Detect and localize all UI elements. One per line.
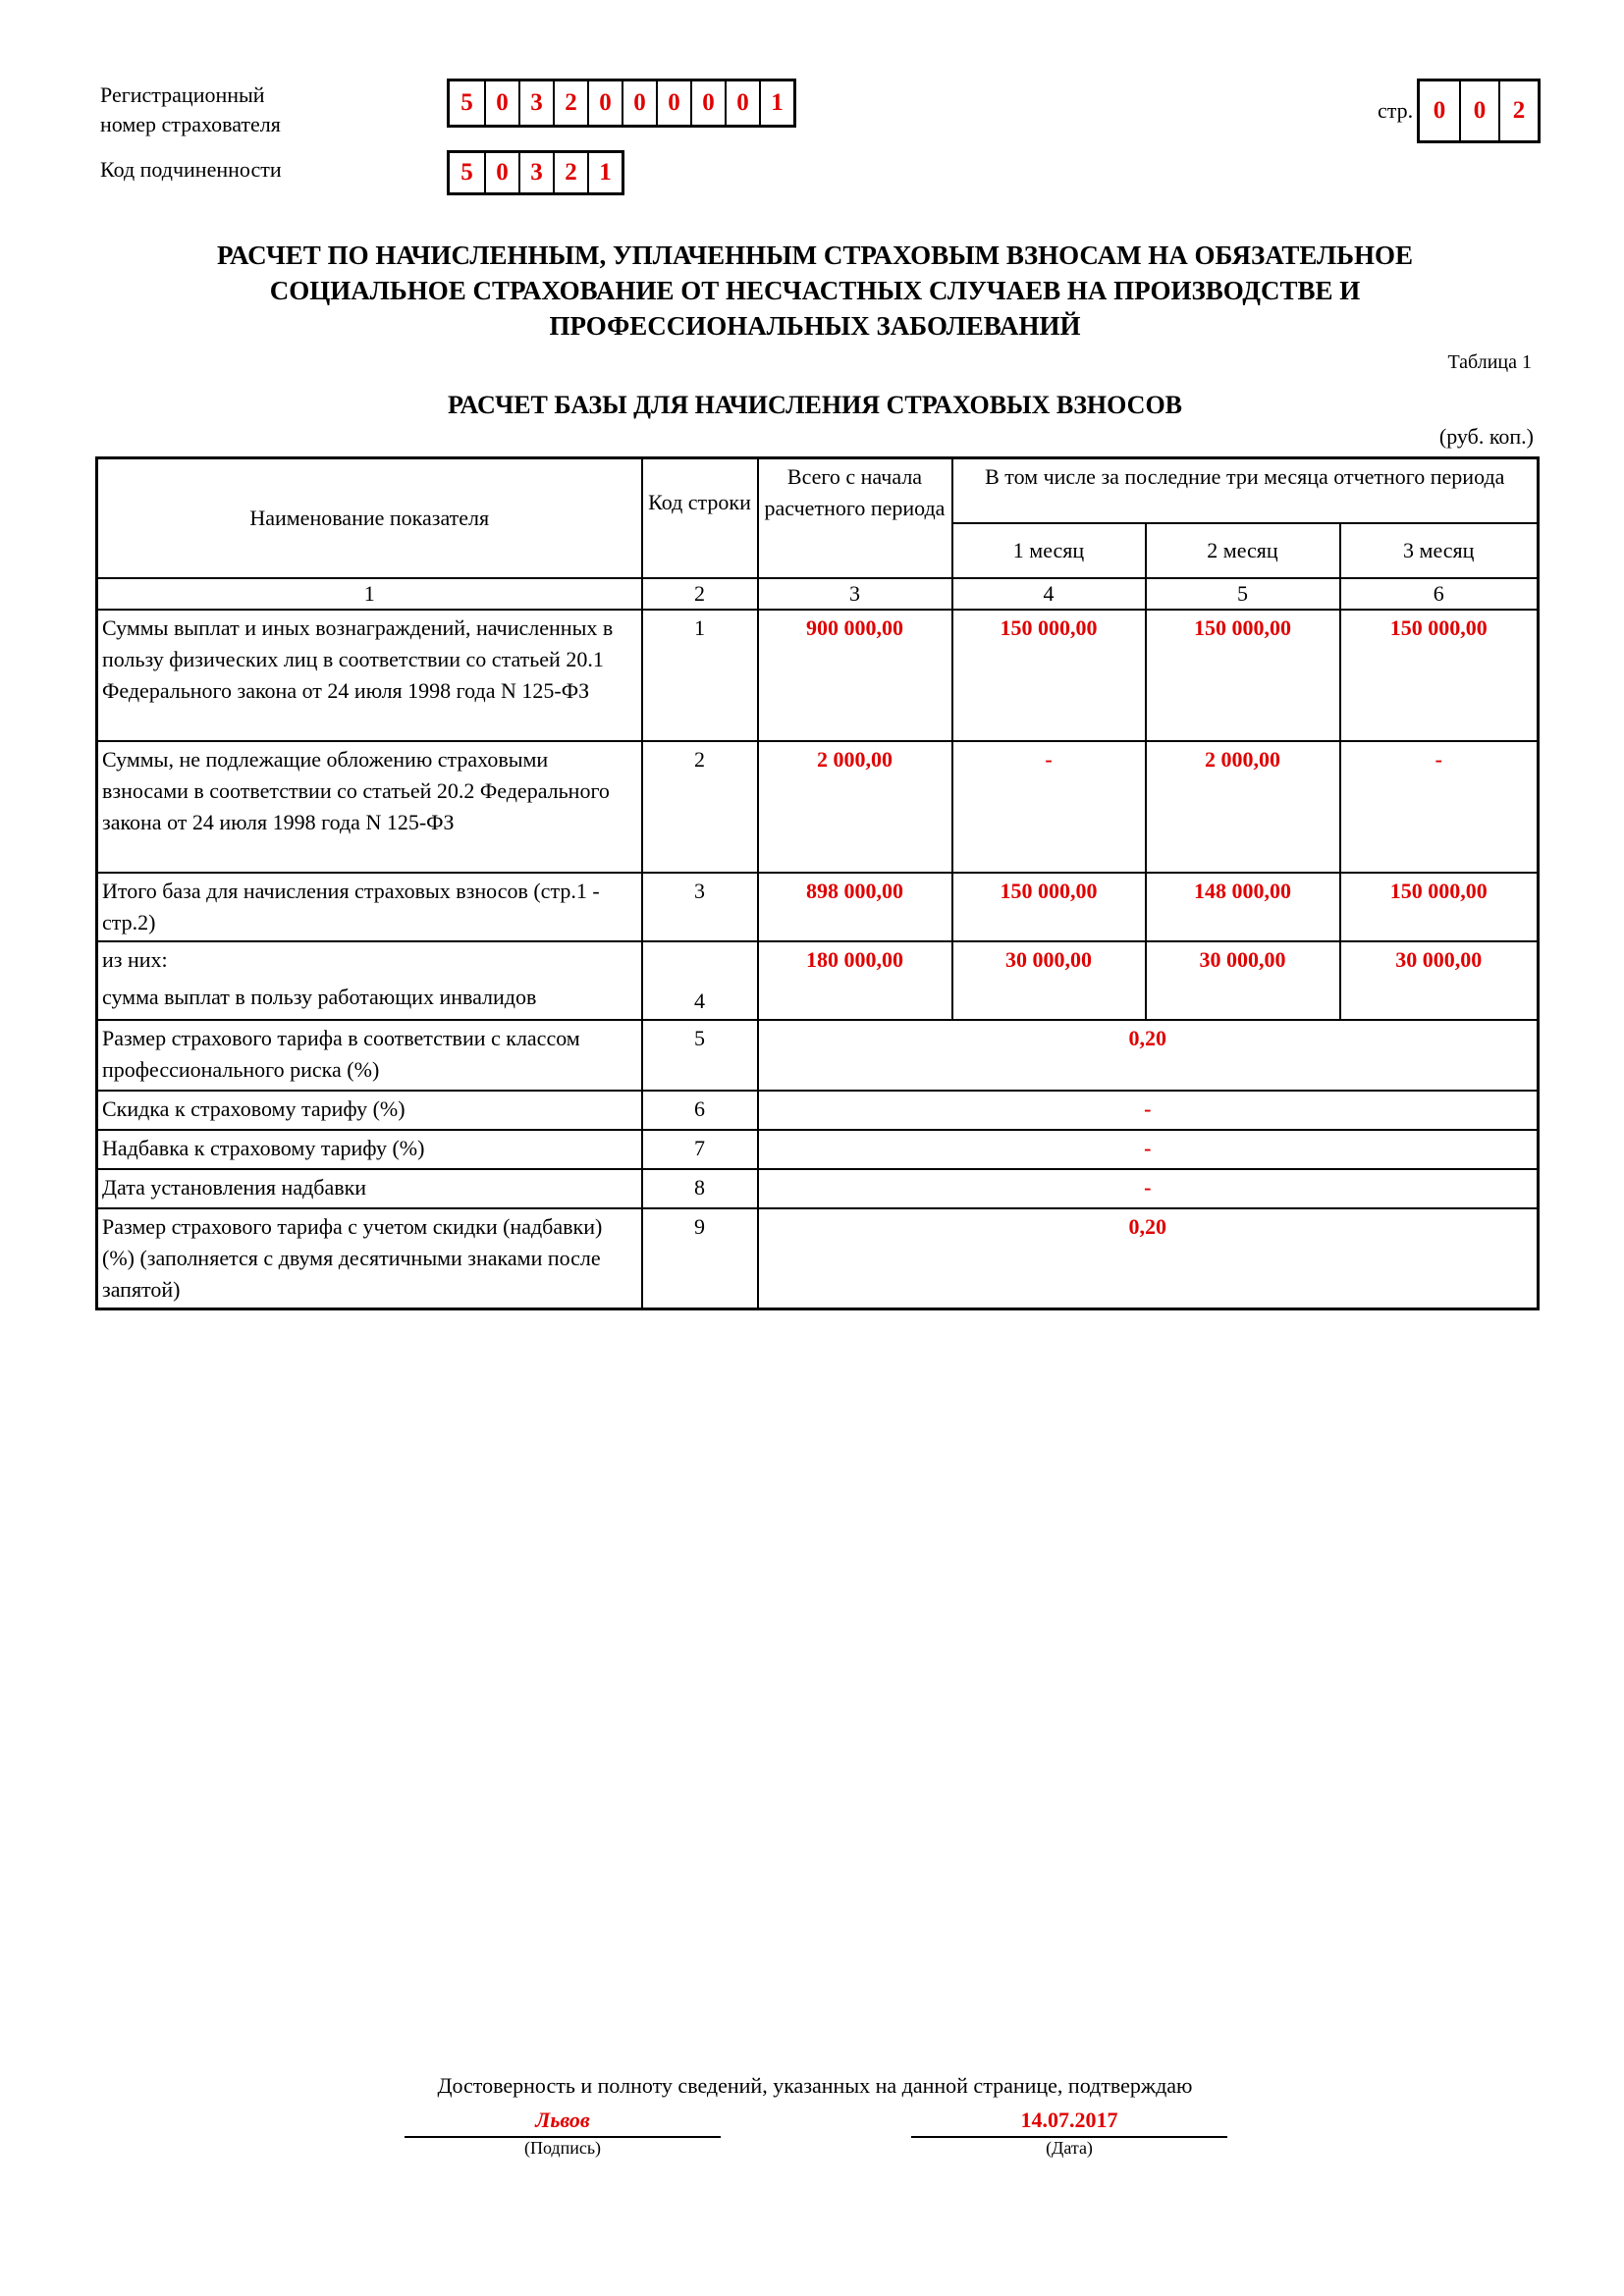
col-number: 5 [1146, 578, 1340, 610]
row-total[interactable]: 900 000,00 [758, 610, 952, 741]
col-number: 6 [1340, 578, 1539, 610]
row-name: Скидка к страховому тарифу (%) [97, 1091, 642, 1130]
row-code: 8 [642, 1169, 758, 1208]
row-total[interactable]: 898 000,00 [758, 873, 952, 941]
col-head-total: Всего с начала расчетного периода [758, 458, 952, 578]
row-name: Суммы, не подлежащие обложению страховыми взносами в соответствии со статьей 20.2 Федерального закона от 24 июля 1998 года N 125-ФЗ [97, 741, 642, 873]
col-head-code: Код строки [642, 458, 758, 578]
reg-digit: 0 [725, 81, 759, 125]
row-code: 6 [642, 1091, 758, 1130]
row-code: 3 [642, 873, 758, 941]
row-code: 1 [642, 610, 758, 741]
signature-caption: (Подпись) [523, 2138, 602, 2158]
row-month3[interactable]: 150 000,00 [1340, 610, 1539, 741]
reg-digit: 2 [553, 81, 587, 125]
row-month3[interactable]: 150 000,00 [1340, 873, 1539, 941]
col-head-m2: 2 месяц [1146, 523, 1340, 578]
sub-digit: 2 [553, 153, 587, 192]
form-title: РАСЧЕТ ПО НАЧИСЛЕННЫМ, УПЛАЧЕННЫМ СТРАХОВЫМ ВЗНОСАМ НА ОБЯЗАТЕЛЬНОЕ СОЦИАЛЬНОЕ СТРАХОВАНИЕ ОТ НЕСЧАСТНЫХ СЛУЧАЕВ НА ПРОИЗВОДСТВЕ И ПРОФЕССИОНАЛЬНЫХ ЗАБОЛЕВАНИЙ [216, 240, 1414, 341]
page-digit: 0 [1433, 97, 1446, 124]
date-block [911, 2101, 1227, 2159]
col-head-months: В том числе за последние три месяца отчетного периода [952, 458, 1539, 523]
row-month2[interactable]: 150 000,00 [1146, 610, 1340, 741]
col-number: 3 [758, 578, 952, 610]
reg-digit: 1 [759, 81, 793, 125]
base-calculation-table [95, 456, 1540, 1310]
date-caption: (Дата) [1046, 2138, 1093, 2158]
sub-digit: 0 [484, 153, 518, 192]
sub-digit: 3 [518, 153, 553, 192]
signature-field[interactable]: Львов [405, 2101, 721, 2138]
table-row [97, 741, 1539, 873]
row-month1[interactable]: 150 000,00 [952, 610, 1146, 741]
row-name: Надбавка к страховому тарифу (%) [97, 1130, 642, 1169]
row-month1[interactable]: - [952, 741, 1146, 873]
row-total[interactable]: 2 000,00 [758, 741, 952, 873]
page-number-cells[interactable] [1417, 79, 1541, 143]
row-month3[interactable]: - [1340, 741, 1539, 873]
row-value[interactable]: 0,20 [758, 1208, 1539, 1309]
subordination-cells[interactable] [447, 150, 624, 195]
row-code: 7 [642, 1130, 758, 1169]
confirmation-text: Достоверность и полноту сведений, указанных на данной странице, подтверждаю [437, 2073, 1193, 2098]
table-row [97, 873, 1539, 941]
col-number: 4 [952, 578, 1146, 610]
row-code: 9 [642, 1208, 758, 1309]
row-value[interactable]: - [758, 1169, 1539, 1208]
row-month1[interactable]: 30 000,00 [952, 941, 1146, 1020]
reg-digit: 0 [587, 81, 622, 125]
row-code: 5 [642, 1020, 758, 1091]
row-name: Размер страхового тарифа с учетом скидки (надбавки) (%) (заполняется с двумя десятичными знаками после запятой) [97, 1208, 642, 1309]
sub-digit: 1 [587, 153, 622, 192]
page-digit: 2 [1498, 81, 1538, 140]
table-subtitle: РАСЧЕТ БАЗЫ ДЛЯ НАЧИСЛЕНИЯ СТРАХОВЫХ ВЗНОСОВ [447, 391, 1183, 419]
col-head-m3: 3 месяц [1340, 523, 1539, 578]
col-head-name: Наименование показателя [97, 458, 642, 578]
row-month2[interactable]: 30 000,00 [1146, 941, 1340, 1020]
row-name: Итого база для начисления страховых взносов (стр.1 - стр.2) [97, 873, 642, 941]
units-note: (руб. коп.) [1438, 424, 1534, 449]
table-row [97, 1091, 1539, 1130]
date-field[interactable]: 14.07.2017 [911, 2101, 1227, 2138]
col-number: 1 [97, 578, 642, 610]
sub-digit: 5 [460, 159, 473, 186]
row-month2[interactable]: 148 000,00 [1146, 873, 1340, 941]
row-name: Суммы выплат и иных вознаграждений, начисленных в пользу физических лиц в соответствии со статьей 20.1 Федерального закона от 24 июля 1998 года N 125-ФЗ [97, 610, 642, 741]
col-head-m1: 1 месяц [952, 523, 1146, 578]
page-label: стр. [1378, 98, 1414, 123]
reg-digit: 5 [460, 89, 473, 116]
reg-digit: 0 [690, 81, 725, 125]
row-month2[interactable]: 2 000,00 [1146, 741, 1340, 873]
table-row [97, 1020, 1539, 1091]
reg-digit: 0 [484, 81, 518, 125]
table-number: Таблица 1 [1447, 351, 1532, 373]
reg-digit: 0 [656, 81, 690, 125]
table-row [97, 941, 1539, 1020]
row-name: Дата установления надбавки [97, 1169, 642, 1208]
table-row [97, 610, 1539, 741]
col-number: 2 [642, 578, 758, 610]
reg-digit: 0 [622, 81, 656, 125]
page-digit: 0 [1459, 81, 1498, 140]
table-row [97, 1130, 1539, 1169]
row-total[interactable]: 180 000,00 [758, 941, 952, 1020]
row-code: 4 [642, 941, 758, 1020]
table-row [97, 1208, 1539, 1309]
subordination-label: Код подчиненности [100, 157, 282, 182]
row-value[interactable]: - [758, 1130, 1539, 1169]
row-month3[interactable]: 30 000,00 [1340, 941, 1539, 1020]
row-month1[interactable]: 150 000,00 [952, 873, 1146, 941]
reg-digit: 3 [518, 81, 553, 125]
row-code: 2 [642, 741, 758, 873]
row-name: из них: сумма выплат в пользу работающих инвалидов [97, 941, 642, 1020]
table-row [97, 1169, 1539, 1208]
row-value[interactable]: - [758, 1091, 1539, 1130]
signature-block [405, 2101, 721, 2159]
reg-number-cells[interactable] [447, 79, 796, 128]
row-value[interactable]: 0,20 [758, 1020, 1539, 1091]
reg-number-label: Регистрационный номер страхователя [100, 82, 281, 136]
row-name: Размер страхового тарифа в соответствии с классом профессионального риска (%) [97, 1020, 642, 1091]
